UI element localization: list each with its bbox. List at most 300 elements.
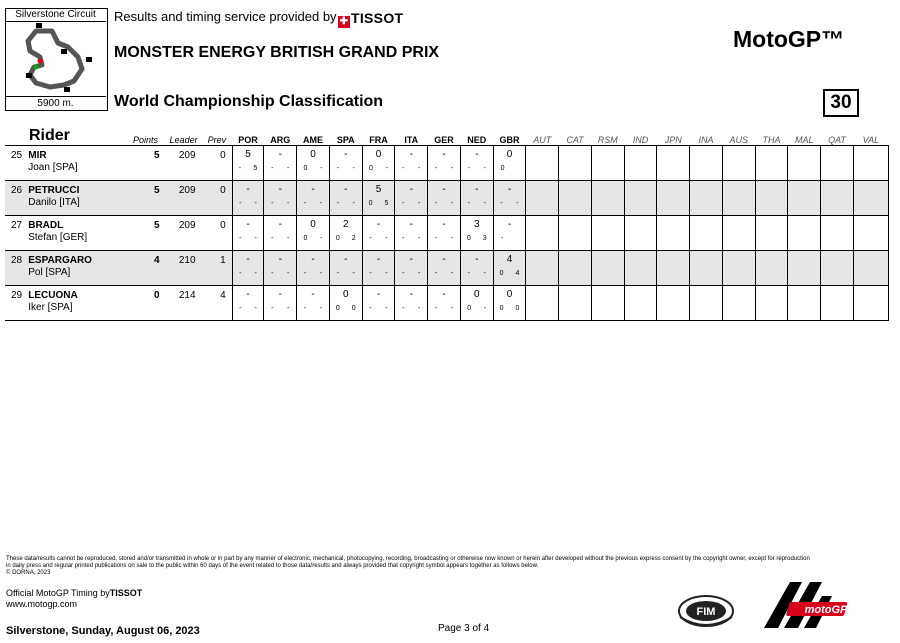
race-points: - [254,235,257,242]
race-cell-aus [722,251,755,286]
race-breakdown [363,266,395,278]
sprint-points: - [239,305,242,312]
race-points: - [483,200,486,207]
sprint-points: - [402,305,405,312]
race-points: - [287,235,290,242]
race-points: 5 [253,165,258,172]
race-cell-cat [559,146,592,181]
race-breakdown [395,231,427,243]
rider-position: 27 [5,216,28,251]
race-total: - [475,149,479,160]
race-header-qat: QAT [821,127,854,146]
disclaimer: These data/results cannot be reproduced, stored and/or transmitted in whole or in part by any manner of electronic, mechanical, photocopying, recording, broadcasting or otherwise now known or herein after developed without the previous express consent by the copyright owner, except for reproduction in daily press and regular printed publications on sale to the public within 60 days of the event related to those data/results and always provided that copyright symbol appears together as follows below. © DORNA, 2023 [6,556,810,576]
sprint-points: 0 [500,165,505,172]
race-header-ita: ITA [395,127,428,146]
race-breakdown [297,196,329,208]
rider-position: 25 [5,146,28,181]
race-cell-qat [821,216,854,251]
race-points: 2 [351,235,356,242]
sprint-points: - [303,270,307,277]
sprint-points: - [303,200,307,207]
race-points: - [352,200,355,207]
race-header-jpn: JPN [657,127,690,146]
race-points: - [385,305,388,312]
race-cell-jpn [657,251,690,286]
race-breakdown [264,161,296,173]
sprint-points: - [434,200,438,207]
rider-prev: 0 [202,146,233,181]
race-breakdown [233,196,264,208]
race-total: - [409,219,413,230]
race-header-aus: AUS [722,127,755,146]
race-points: 5 [384,200,389,207]
race-cell-ame [297,251,330,286]
race-total: 0 [342,289,349,300]
race-points: - [418,165,421,172]
race-breakdown [494,301,526,313]
race-cell-ind [624,216,657,251]
sprint-points: - [271,235,274,242]
sprint-points: - [336,165,339,172]
sprint-points: - [239,235,242,242]
tissot-cross-icon: ✚ [339,16,349,27]
rider-prev: 0 [202,216,233,251]
race-breakdown [494,196,526,208]
race-header-spa: SPA [329,127,362,146]
race-total: - [507,184,512,195]
race-cell-jpn [657,286,690,321]
race-cell-ger [428,181,461,216]
race-cell-ita [395,251,428,286]
race-cell-fra [362,251,395,286]
race-cell-rsm [591,251,624,286]
sprint-points: - [271,200,274,207]
rider-surname: LECUONA [28,290,78,301]
race-cell-aut [526,251,559,286]
rider-position: 29 [5,286,28,321]
sprint-points: 0 [303,165,308,172]
classification-table [5,127,889,321]
race-cell-mal [788,181,821,216]
race-cell-ger [428,146,461,181]
rider-firstname: Iker [SPA] [28,302,73,313]
sprint-points: - [369,235,372,242]
race-breakdown [428,161,460,173]
race-cell-jpn [657,146,690,181]
sprint-points: - [434,235,438,242]
race-cell-arg [264,181,297,216]
sprint-points: - [238,165,242,172]
race-total: - [409,184,413,195]
sprint-points: - [369,305,372,312]
motogp-logo-icon [756,578,856,632]
race-total: 0 [375,149,382,160]
race-cell-gbr [493,146,526,181]
race-cell-ned [460,216,493,251]
race-cell-ina [690,216,723,251]
sprint-points: - [336,270,339,277]
sprint-points: - [500,200,503,207]
race-total: 2 [342,219,349,230]
race-cell-gbr [493,216,526,251]
race-breakdown [264,196,296,208]
race-cell-aus [722,286,755,321]
race-total: 0 [506,149,513,160]
race-cell-por [232,251,264,286]
race-cell-tha [755,216,788,251]
rider-firstname: Pol [SPA] [28,267,71,278]
leader-header: Leader [166,127,202,146]
table-row [5,146,889,181]
race-cell-spa [329,181,362,216]
race-cell-ger [428,251,461,286]
table-row [5,286,889,321]
sprint-points: - [239,270,242,277]
race-breakdown [461,196,493,208]
rider-leader: 214 [166,286,202,321]
race-breakdown [428,266,460,278]
race-total: - [442,289,446,300]
race-total: - [442,184,446,195]
sprint-points: - [271,165,274,172]
race-total: - [442,219,446,230]
race-cell-spa [329,286,362,321]
race-cell-spa [329,146,362,181]
race-total: - [409,149,413,160]
race-total: - [246,219,250,230]
race-cell-ita [395,216,428,251]
sprint-points: 0 [335,235,340,242]
race-cell-mal [788,216,821,251]
race-total: 0 [310,149,316,160]
race-header-mal: MAL [788,127,821,146]
race-cell-cat [559,216,592,251]
race-points: - [418,305,421,312]
race-cell-gbr [493,181,526,216]
official-timing-text: Official MotoGP Timing byTISSOT [6,588,143,598]
sprint-points: 0 [369,165,373,172]
race-breakdown [264,231,296,243]
sprint-points: 0 [467,305,472,312]
race-points: - [418,235,421,242]
race-cell-ita [395,286,428,321]
race-cell-por [232,286,264,321]
race-points: 0 [351,305,356,312]
race-cell-ned [460,181,493,216]
race-cell-ger [428,216,461,251]
race-breakdown [494,161,526,173]
race-breakdown [233,301,264,313]
race-cell-gbr [493,251,526,286]
race-cell-aut [526,216,559,251]
sprint-points: - [467,165,470,172]
rider-cell [28,181,125,216]
race-breakdown [363,196,395,208]
race-cell-tha [755,181,788,216]
sprint-points: 0 [335,305,340,312]
race-cell-ind [624,181,657,216]
race-cell-cat [559,181,592,216]
rider-leader: 209 [166,146,202,181]
race-cell-ina [690,286,723,321]
race-cell-tha [755,146,788,181]
race-total: - [311,289,315,300]
race-breakdown [330,266,362,278]
race-header-fra: FRA [362,127,395,146]
sprint-points: - [369,270,372,277]
tissot-logo: ✚ TISSOT [339,10,404,27]
race-total: 4 [506,254,513,265]
race-total: - [376,219,381,230]
race-points: 4 [515,270,520,277]
race-points: - [516,200,519,207]
rider-surname: BRADL [28,220,64,231]
race-cell-ned [460,251,493,286]
race-cell-val [853,216,888,251]
race-points: - [385,270,388,277]
race-total: - [278,184,282,195]
sprint-points: 0 [466,235,471,242]
race-breakdown [363,231,395,243]
race-cell-ned [460,286,493,321]
race-points: - [319,200,323,207]
event-date: Silverstone, Sunday, August 06, 2023 [6,625,200,637]
race-cell-ger [428,286,461,321]
rider-surname: PETRUCCI [28,185,80,196]
race-points: - [450,305,454,312]
circuit-map-icon [6,9,107,110]
race-cell-val [853,286,888,321]
race-cell-tha [755,286,788,321]
race-breakdown [330,301,362,313]
race-cell-ame [297,181,330,216]
race-points: - [352,270,355,277]
race-cell-val [853,146,888,181]
race-points: - [254,270,257,277]
sprint-points: - [500,235,504,242]
race-cell-val [853,181,888,216]
race-cell-fra [362,286,395,321]
race-total: - [278,289,282,300]
race-cell-spa [329,251,362,286]
sprint-points: 0 [303,235,308,242]
race-total: - [344,184,348,195]
race-total: - [246,184,250,195]
race-total: - [278,219,282,230]
prev-header: Prev [202,127,233,146]
race-cell-por [232,216,264,251]
race-points: - [483,165,486,172]
sprint-points: - [402,200,405,207]
race-cell-rsm [591,181,624,216]
sprint-points: 0 [499,270,504,277]
race-points: - [483,270,486,277]
race-cell-fra [362,181,395,216]
points-header: Points [125,127,165,146]
race-cell-fra [362,146,395,181]
rider-surname: ESPARGARO [28,255,92,266]
race-cell-ita [395,146,428,181]
race-cell-ind [624,146,657,181]
race-total: 5 [375,184,382,195]
race-total: - [246,289,250,300]
race-cell-ina [690,181,723,216]
race-total: - [376,254,381,265]
race-cell-mal [788,146,821,181]
race-breakdown [330,196,362,208]
race-cell-jpn [657,216,690,251]
race-total: 0 [473,289,480,300]
sprint-points: - [303,305,307,312]
race-cell-spa [329,216,362,251]
race-total: - [442,149,446,160]
race-total: - [278,149,282,160]
race-points: - [418,270,421,277]
motogp-brand: MotoGP™ [733,26,845,52]
sprint-points: - [402,165,405,172]
race-header-rsm: RSM [591,127,624,146]
race-breakdown [494,231,526,243]
race-points: - [320,235,323,242]
race-cell-mal [788,286,821,321]
page-indicator: Page 3 of 4 [438,623,490,634]
race-points: - [319,305,323,312]
race-breakdown [395,266,427,278]
race-cell-por [232,181,264,216]
race-total: - [475,184,479,195]
rider-firstname: Stefan [GER] [28,232,88,243]
race-points: - [287,270,290,277]
race-cell-qat [821,251,854,286]
race-cell-qat [821,146,854,181]
race-points: - [450,270,454,277]
race-cell-jpn [657,181,690,216]
race-header-gbr: GBR [493,127,526,146]
table-row [5,181,889,216]
race-header-aut: AUT [526,127,559,146]
race-header-ina: INA [690,127,723,146]
race-points: - [483,305,487,312]
race-cell-arg [264,216,297,251]
rider-position: 26 [5,181,28,216]
race-breakdown [264,301,296,313]
rider-cell [28,286,125,321]
race-breakdown [363,161,395,173]
race-breakdown [395,196,427,208]
race-breakdown [395,301,427,313]
race-cell-por [232,146,264,181]
race-breakdown [363,301,395,313]
race-breakdown [297,231,329,243]
race-header-ame: AME [297,127,330,146]
rider-leader: 209 [166,216,202,251]
page-number-box: 30 [823,89,859,117]
race-points: 3 [482,235,487,242]
race-cell-rsm [591,146,624,181]
race-cell-qat [821,181,854,216]
circuit-length: 5900 m. [5,96,106,110]
race-points: - [254,200,257,207]
race-total: 0 [310,219,316,230]
race-breakdown [297,161,329,173]
race-total: - [409,289,413,300]
sprint-points: - [271,270,274,277]
race-header-ind: IND [624,127,657,146]
table-header-row [5,127,889,146]
race-cell-arg [264,146,297,181]
rider-firstname: Joan [SPA] [28,162,78,173]
race-total: - [507,219,512,230]
race-total: - [246,254,250,265]
rider-points: 5 [125,181,165,216]
race-total: 0 [506,289,513,300]
rider-prev: 0 [202,181,233,216]
sprint-points: - [336,200,339,207]
website-link[interactable]: www.motogp.com [6,599,78,609]
race-cell-mal [788,251,821,286]
rider-firstname: Danilo [ITA] [28,197,80,208]
race-cell-aus [722,216,755,251]
race-total: - [311,184,315,195]
race-breakdown [428,196,460,208]
race-cell-aut [526,286,559,321]
race-breakdown [395,161,427,173]
rider-points: 5 [125,216,165,251]
race-cell-ita [395,181,428,216]
svg-text:FIM: FIM [696,606,716,618]
race-header-ned: NED [460,127,493,146]
rider-cell [28,216,125,251]
race-total: - [344,254,348,265]
race-total: - [409,254,413,265]
race-breakdown [330,231,362,243]
event-title: MONSTER ENERGY BRITISH GRAND PRIX [114,44,440,61]
race-points: - [450,235,454,242]
race-header-por: POR [232,127,264,146]
race-points: - [352,165,355,172]
rider-header: Rider [5,127,125,146]
race-total: - [475,254,479,265]
race-breakdown [297,266,329,278]
race-cell-aus [722,181,755,216]
rider-points: 5 [125,146,165,181]
race-points: - [287,305,290,312]
race-cell-arg [264,286,297,321]
race-cell-cat [559,251,592,286]
race-cell-qat [821,286,854,321]
race-breakdown [461,231,493,243]
race-cell-aut [526,181,559,216]
race-cell-aut [526,146,559,181]
rider-surname: MIR [28,150,47,161]
sprint-points: - [402,235,405,242]
race-header-arg: ARG [264,127,297,146]
race-points: - [418,200,421,207]
rider-cell [28,251,125,286]
race-total: - [344,149,348,160]
rider-points: 0 [125,286,165,321]
rider-prev: 1 [202,251,233,286]
race-total: - [442,254,446,265]
race-cell-ame [297,216,330,251]
race-breakdown [330,161,362,173]
rider-leader: 209 [166,181,202,216]
rider-leader: 210 [166,251,202,286]
race-cell-gbr [493,286,526,321]
race-header-tha: THA [755,127,788,146]
race-points: - [287,165,290,172]
race-breakdown [461,301,493,313]
